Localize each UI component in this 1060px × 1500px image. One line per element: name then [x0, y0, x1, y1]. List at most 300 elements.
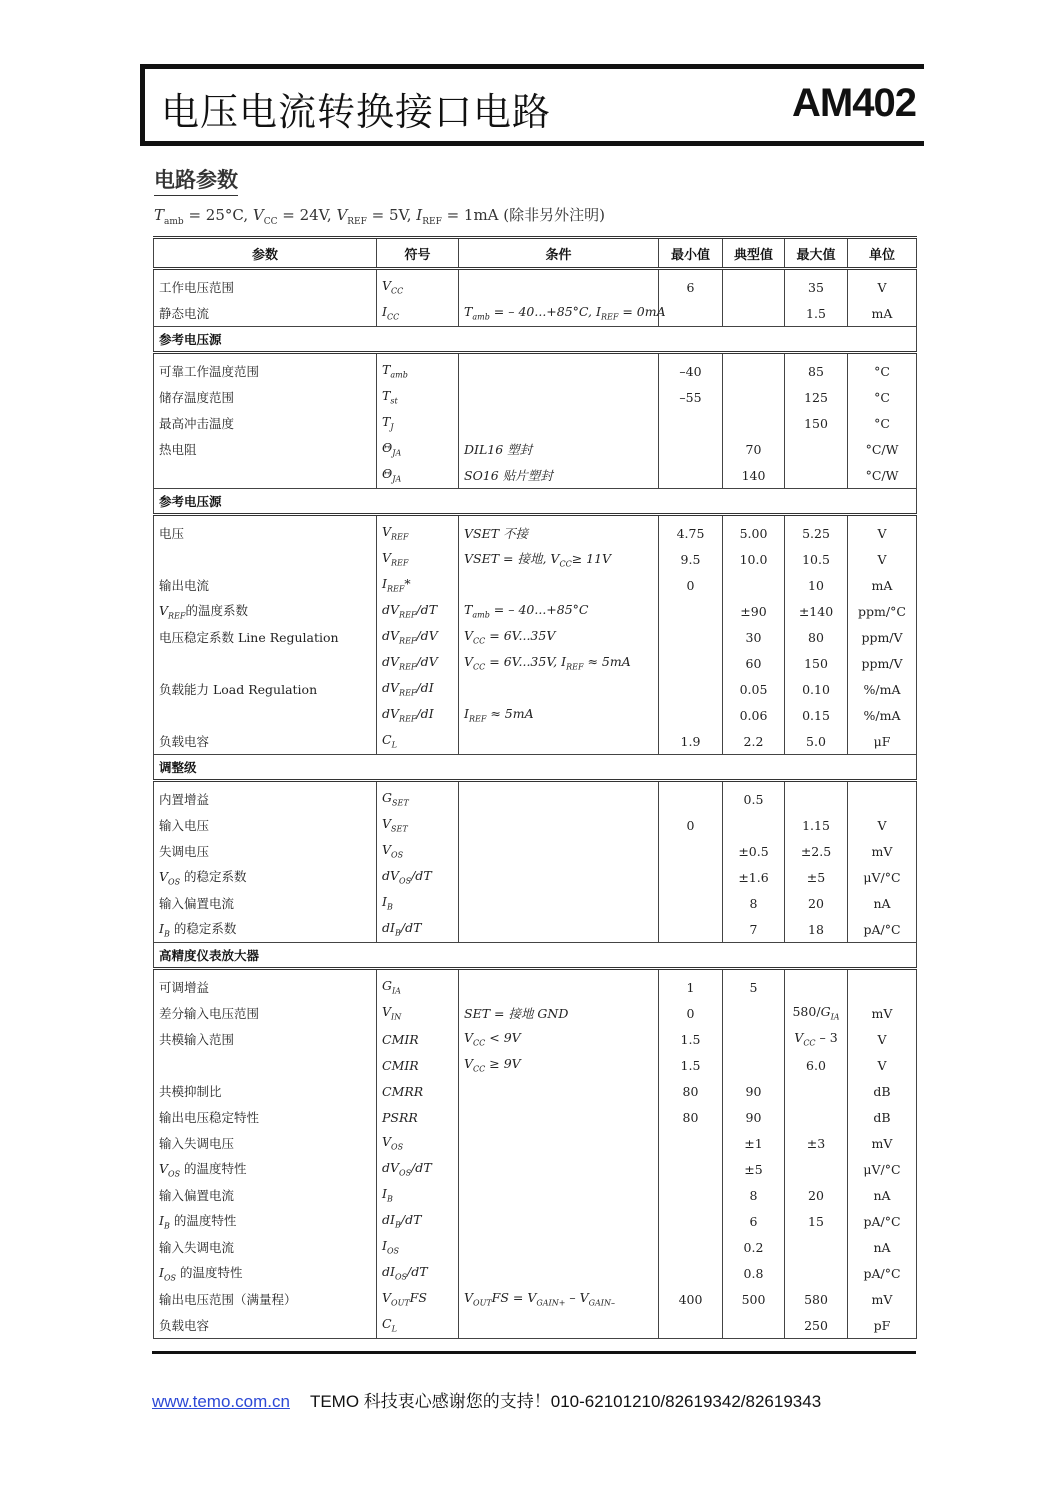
unit-cell: pA/°C: [848, 916, 917, 943]
footer-link[interactable]: www.temo.com.cn: [152, 1392, 290, 1411]
param-cell: 差分输入电压范围: [154, 1000, 377, 1026]
param-cell: 失调电压: [154, 838, 377, 864]
unit-cell: V: [848, 546, 917, 572]
max-value: [785, 1260, 848, 1286]
symbol-cell: PSRR: [377, 1104, 459, 1130]
param-cell: 输入偏置电流: [154, 1182, 377, 1208]
header-condition: 条件: [459, 238, 659, 269]
param-cell: 输出电压范围（满量程）: [154, 1286, 377, 1312]
table-row: [154, 269, 917, 301]
condition-cell: [459, 1130, 659, 1156]
document-title: 电压电流转换接口电路: [161, 90, 552, 134]
symbol-cell: $T_{st}$: [377, 384, 459, 410]
condition-cell: [459, 269, 659, 301]
unit-cell: [848, 781, 917, 813]
table-row: [154, 650, 917, 676]
typ-value: [723, 812, 785, 838]
typ-value: 0.5: [723, 781, 785, 813]
param-cell: 共模输入范围: [154, 1026, 377, 1052]
symbol-cell: $\Theta_{JA}$: [377, 462, 459, 489]
table-row: [154, 916, 917, 943]
symbol-cell: $I_{CC}$: [377, 300, 459, 327]
param-cell: [154, 546, 377, 572]
param-cell: 内置增益: [154, 781, 377, 813]
min-value: 1.5: [659, 1026, 723, 1052]
symbol-cell: $V_{CC}$: [377, 269, 459, 301]
min-value: 80: [659, 1078, 723, 1104]
min-value: [659, 300, 723, 327]
condition-cell: [459, 812, 659, 838]
group-header-row: [154, 327, 917, 353]
header-max: 最大值: [785, 238, 848, 269]
unit-cell: [848, 969, 917, 1001]
symbol-cell: CMIR: [377, 1052, 459, 1078]
symbol-cell: $dV_{REF}/dI$: [377, 676, 459, 702]
condition-cell: [459, 1104, 659, 1130]
param-cell: 输出电压稳定特性: [154, 1104, 377, 1130]
part-number: AM402: [792, 81, 916, 125]
condition-cell: [459, 1234, 659, 1260]
table-row: [154, 1182, 917, 1208]
unit-cell: ppm/V: [848, 650, 917, 676]
spec-table: [153, 236, 917, 1339]
typ-value: [723, 1026, 785, 1052]
group-title: 高精度仪表放大器: [154, 943, 917, 969]
max-value: ±3: [785, 1130, 848, 1156]
typ-value: ±1.6: [723, 864, 785, 890]
min-value: –40: [659, 353, 723, 385]
table-row: [154, 1156, 917, 1182]
unit-cell: V: [848, 812, 917, 838]
symbol-cell: $I_B$: [377, 1182, 459, 1208]
symbol-cell: $I_{REF}*$: [377, 572, 459, 598]
unit-cell: °C: [848, 384, 917, 410]
table-row: [154, 1312, 917, 1339]
condition-cell: VSET 不接: [459, 515, 659, 547]
symbol-cell: $V_{OUT}FS$: [377, 1286, 459, 1312]
table-row: [154, 1026, 917, 1052]
unit-cell: μV/°C: [848, 1156, 917, 1182]
unit-cell: V: [848, 269, 917, 301]
unit-cell: mA: [848, 300, 917, 327]
min-value: 80: [659, 1104, 723, 1130]
typ-value: [723, 410, 785, 436]
max-value: [785, 781, 848, 813]
param-cell: $I_{OS}$ 的温度特性: [154, 1260, 377, 1286]
symbol-cell: $dV_{REF}/dV$: [377, 624, 459, 650]
param-cell: [154, 462, 377, 489]
typ-value: ±0.5: [723, 838, 785, 864]
param-cell: $I_B$ 的稳定系数: [154, 916, 377, 943]
max-value: 80: [785, 624, 848, 650]
unit-cell: %/mA: [848, 702, 917, 728]
table-row: [154, 1286, 917, 1312]
symbol-cell: $I_B$: [377, 890, 459, 916]
param-cell: 静态电流: [154, 300, 377, 327]
table-row: [154, 1208, 917, 1234]
unit-cell: ppm/°C: [848, 598, 917, 624]
typ-value: 7: [723, 916, 785, 943]
max-value: 10: [785, 572, 848, 598]
param-cell: 输入失调电流: [154, 1234, 377, 1260]
table-row: [154, 1000, 917, 1026]
header-box: [140, 64, 924, 146]
typ-value: 140: [723, 462, 785, 489]
typ-value: [723, 1052, 785, 1078]
condition-cell: $I_{REF} \approx 5mA$: [459, 702, 659, 728]
typ-value: 0.06: [723, 702, 785, 728]
symbol-cell: $V_{REF}$: [377, 546, 459, 572]
typ-value: 0.8: [723, 1260, 785, 1286]
symbol-cell: CMIR: [377, 1026, 459, 1052]
table-row: [154, 384, 917, 410]
condition-cell: [459, 1260, 659, 1286]
condition-cell: [459, 1182, 659, 1208]
test-conditions: $T_{amb} = 25^\circ C$, $V_{CC} = 24V$, $V_{REF} = 5V$, $I_{REF} = 1mA$ (除非另外注明): [154, 206, 605, 227]
typ-value: 5.00: [723, 515, 785, 547]
max-value: ±2.5: [785, 838, 848, 864]
min-value: [659, 1156, 723, 1182]
typ-value: 30: [723, 624, 785, 650]
typ-value: ±5: [723, 1156, 785, 1182]
min-value: [659, 462, 723, 489]
max-value: 15: [785, 1208, 848, 1234]
condition-cell: [459, 864, 659, 890]
symbol-cell: $V_{OS}$: [377, 838, 459, 864]
table-row: [154, 410, 917, 436]
typ-value: 0.2: [723, 1234, 785, 1260]
max-value: [785, 969, 848, 1001]
table-header-row: [154, 238, 917, 269]
max-value: $V_{CC} - 3$: [785, 1026, 848, 1052]
min-value: 4.75: [659, 515, 723, 547]
param-cell: $I_B$ 的温度特性: [154, 1208, 377, 1234]
min-value: 0: [659, 1000, 723, 1026]
typ-value: [723, 300, 785, 327]
min-value: [659, 890, 723, 916]
unit-cell: ppm/V: [848, 624, 917, 650]
min-value: [659, 781, 723, 813]
typ-value: 90: [723, 1104, 785, 1130]
unit-cell: mV: [848, 1000, 917, 1026]
param-cell: 负载电容: [154, 1312, 377, 1339]
unit-cell: μV/°C: [848, 864, 917, 890]
typ-value: 2.2: [723, 728, 785, 755]
condition-cell: [459, 1208, 659, 1234]
symbol-cell: $dI_B/dT$: [377, 1208, 459, 1234]
condition-cell: [459, 1156, 659, 1182]
typ-value: [723, 384, 785, 410]
min-value: 6: [659, 269, 723, 301]
min-value: [659, 1260, 723, 1286]
unit-cell: dB: [848, 1078, 917, 1104]
max-value: 150: [785, 410, 848, 436]
symbol-cell: $V_{SET}$: [377, 812, 459, 838]
condition-cell: $V_{OUT}FS = V_{GAIN+} - V_{GAIN-}$: [459, 1286, 659, 1312]
min-value: 9.5: [659, 546, 723, 572]
table-row: [154, 812, 917, 838]
typ-value: 6: [723, 1208, 785, 1234]
condition-cell: $V_{CC} \ge 9V$: [459, 1052, 659, 1078]
max-value: 125: [785, 384, 848, 410]
condition-cell: [459, 781, 659, 813]
max-value: 20: [785, 1182, 848, 1208]
condition-cell: SET = 接地 GND: [459, 1000, 659, 1026]
unit-cell: nA: [848, 1182, 917, 1208]
unit-cell: nA: [848, 890, 917, 916]
table-row: [154, 572, 917, 598]
max-value: ±5: [785, 864, 848, 890]
typ-value: 60: [723, 650, 785, 676]
param-cell: 负载电容: [154, 728, 377, 755]
max-value: [785, 1234, 848, 1260]
condition-cell: [459, 969, 659, 1001]
header-typ: 典型值: [723, 238, 785, 269]
param-cell: $V_{OS}$ 的温度特性: [154, 1156, 377, 1182]
typ-value: 8: [723, 1182, 785, 1208]
max-value: ±140: [785, 598, 848, 624]
param-cell: 最高冲击温度: [154, 410, 377, 436]
unit-cell: V: [848, 515, 917, 547]
symbol-cell: $dI_{OS}/dT$: [377, 1260, 459, 1286]
typ-value: 5: [723, 969, 785, 1001]
condition-cell: [459, 916, 659, 943]
min-value: 400: [659, 1286, 723, 1312]
max-value: 0.10: [785, 676, 848, 702]
table-row: [154, 598, 917, 624]
condition-cell: SO16 贴片塑封: [459, 462, 659, 489]
param-cell: 电压稳定系数 Line Regulation: [154, 624, 377, 650]
condition-cell: VSET = 接地, $V_{CC}\ge 11V$: [459, 546, 659, 572]
symbol-cell: $V_{OS}$: [377, 1130, 459, 1156]
unit-cell: mV: [848, 1286, 917, 1312]
condition-cell: [459, 838, 659, 864]
param-cell: 输入电压: [154, 812, 377, 838]
min-value: [659, 864, 723, 890]
max-value: [785, 1104, 848, 1130]
header-min: 最小值: [659, 238, 723, 269]
table-row: [154, 969, 917, 1001]
symbol-cell: $T_J$: [377, 410, 459, 436]
param-cell: 输出电流: [154, 572, 377, 598]
param-cell: 共模抑制比: [154, 1078, 377, 1104]
table-row: [154, 864, 917, 890]
min-value: [659, 624, 723, 650]
unit-cell: μF: [848, 728, 917, 755]
condition-cell: [459, 890, 659, 916]
min-value: [659, 1312, 723, 1339]
group-header-row: [154, 489, 917, 515]
symbol-cell: $dV_{REF}/dT$: [377, 598, 459, 624]
typ-value: 0.05: [723, 676, 785, 702]
table-row: [154, 1052, 917, 1078]
unit-cell: dB: [848, 1104, 917, 1130]
group-title: 参考电压源: [154, 327, 917, 353]
typ-value: 8: [723, 890, 785, 916]
symbol-cell: $dI_B/dT$: [377, 916, 459, 943]
param-cell: 热电阻: [154, 436, 377, 462]
max-value: [785, 1078, 848, 1104]
unit-cell: °C/W: [848, 436, 917, 462]
param-cell: $V_{OS}$ 的稳定系数: [154, 864, 377, 890]
max-value: 10.5: [785, 546, 848, 572]
max-value: 18: [785, 916, 848, 943]
param-cell: [154, 1052, 377, 1078]
min-value: 1.9: [659, 728, 723, 755]
min-value: 1: [659, 969, 723, 1001]
condition-cell: [459, 728, 659, 755]
typ-value: 90: [723, 1078, 785, 1104]
min-value: [659, 1182, 723, 1208]
param-cell: 可靠工作温度范围: [154, 353, 377, 385]
condition-cell: [459, 410, 659, 436]
max-value: [785, 436, 848, 462]
unit-cell: pA/°C: [848, 1260, 917, 1286]
unit-cell: °C/W: [848, 462, 917, 489]
unit-cell: %/mA: [848, 676, 917, 702]
symbol-cell: $C_L$: [377, 728, 459, 755]
symbol-cell: $\Theta_{JA}$: [377, 436, 459, 462]
unit-cell: mV: [848, 838, 917, 864]
table-row: [154, 300, 917, 327]
table-row: [154, 436, 917, 462]
unit-cell: mV: [848, 1130, 917, 1156]
table-body: [154, 269, 917, 1339]
max-value: 150: [785, 650, 848, 676]
typ-value: [723, 1000, 785, 1026]
param-cell: 可调增益: [154, 969, 377, 1001]
max-value: 0.15: [785, 702, 848, 728]
footer-rule: [152, 1351, 916, 1354]
param-cell: 输入偏置电流: [154, 890, 377, 916]
min-value: –55: [659, 384, 723, 410]
min-value: [659, 1130, 723, 1156]
unit-cell: pA/°C: [848, 1208, 917, 1234]
table-row: [154, 838, 917, 864]
table-row: [154, 702, 917, 728]
table-row: [154, 1104, 917, 1130]
table-row: [154, 353, 917, 385]
unit-cell: mA: [848, 572, 917, 598]
max-value: 6.0: [785, 1052, 848, 1078]
min-value: [659, 650, 723, 676]
min-value: 0: [659, 812, 723, 838]
group-header-row: [154, 755, 917, 781]
param-cell: 输入失调电压: [154, 1130, 377, 1156]
max-value: 1.15: [785, 812, 848, 838]
symbol-cell: $dV_{REF}/dI$: [377, 702, 459, 728]
group-header-row: [154, 943, 917, 969]
symbol-cell: $C_L$: [377, 1312, 459, 1339]
min-value: [659, 838, 723, 864]
table-row: [154, 546, 917, 572]
typ-value: 10.0: [723, 546, 785, 572]
symbol-cell: $dV_{REF}/dV$: [377, 650, 459, 676]
min-value: [659, 702, 723, 728]
symbol-cell: $I_{OS}$: [377, 1234, 459, 1260]
condition-cell: $V_{CC} < 9V$: [459, 1026, 659, 1052]
condition-cell: [459, 353, 659, 385]
typ-value: 500: [723, 1286, 785, 1312]
symbol-cell: $G_{IA}$: [377, 969, 459, 1001]
max-value: 250: [785, 1312, 848, 1339]
condition-cell: [459, 676, 659, 702]
param-cell: [154, 650, 377, 676]
table-row: [154, 624, 917, 650]
table-row: [154, 515, 917, 547]
typ-value: [723, 572, 785, 598]
symbol-cell: $dV_{OS}/dT$: [377, 1156, 459, 1182]
typ-value: [723, 1312, 785, 1339]
footer-text: TEMO 科技衷心感谢您的支持！010-62101210/82619342/82619343: [309, 1392, 822, 1411]
max-value: 5.0: [785, 728, 848, 755]
table-row: [154, 676, 917, 702]
condition-cell: $V_{CC} = 6V...35V$: [459, 624, 659, 650]
typ-value: ±1: [723, 1130, 785, 1156]
max-value: 20: [785, 890, 848, 916]
condition-cell: $T_{amb}$ = – 40...+85°C, $I_{REF} = 0mA$: [459, 300, 659, 327]
min-value: 0: [659, 572, 723, 598]
unit-cell: nA: [848, 1234, 917, 1260]
condition-cell: $T_{amb}$ = – 40...+85°C: [459, 598, 659, 624]
symbol-cell: $G_{SET}$: [377, 781, 459, 813]
symbol-cell: $V_{REF}$: [377, 515, 459, 547]
param-cell: 电压: [154, 515, 377, 547]
min-value: [659, 436, 723, 462]
condition-cell: [459, 1078, 659, 1104]
table-row: [154, 462, 917, 489]
unit-cell: V: [848, 1052, 917, 1078]
header-param: 参数: [154, 238, 377, 269]
table-row: [154, 728, 917, 755]
min-value: 1.5: [659, 1052, 723, 1078]
condition-cell: $V_{CC} = 6V...35V$, $I_{REF} \approx 5mA$: [459, 650, 659, 676]
min-value: [659, 410, 723, 436]
section-heading: 电路参数: [154, 164, 238, 196]
symbol-cell: CMRR: [377, 1078, 459, 1104]
typ-value: [723, 353, 785, 385]
table-row: [154, 1234, 917, 1260]
symbol-cell: $V_{IN}$: [377, 1000, 459, 1026]
param-cell: 工作电压范围: [154, 269, 377, 301]
min-value: [659, 598, 723, 624]
min-value: [659, 916, 723, 943]
condition-cell: [459, 384, 659, 410]
table-row: [154, 1078, 917, 1104]
unit-cell: V: [848, 1026, 917, 1052]
condition-cell: [459, 1312, 659, 1339]
table-row: [154, 890, 917, 916]
max-value: 85: [785, 353, 848, 385]
typ-value: ±90: [723, 598, 785, 624]
max-value: [785, 462, 848, 489]
condition-cell: DIL16 塑封: [459, 436, 659, 462]
unit-cell: °C: [848, 410, 917, 436]
max-value: 5.25: [785, 515, 848, 547]
param-cell: $V_{REF}$的温度系数: [154, 598, 377, 624]
symbol-cell: $dV_{OS}/dT$: [377, 864, 459, 890]
max-value: 580: [785, 1286, 848, 1312]
header-unit: 单位: [848, 238, 917, 269]
param-cell: [154, 702, 377, 728]
footer: [152, 1387, 821, 1412]
header-symbol: 符号: [377, 238, 459, 269]
min-value: [659, 1234, 723, 1260]
max-value: [785, 1156, 848, 1182]
max-value: 35: [785, 269, 848, 301]
max-value: 1.5: [785, 300, 848, 327]
param-cell: 储存温度范围: [154, 384, 377, 410]
